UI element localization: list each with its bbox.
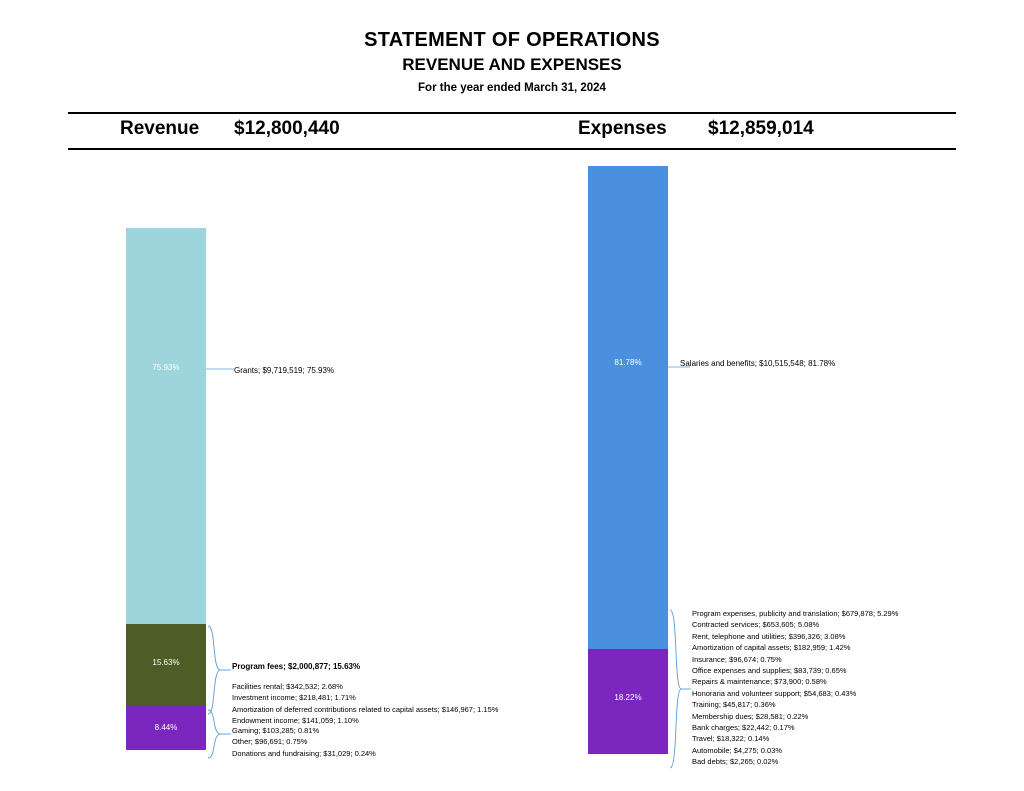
revenue-grants-percent: 75.93% (152, 363, 180, 372)
list-item: Rent, telephone and utilities; $396,326; 3.08% (692, 631, 846, 641)
expenses-salaries-percent: 81.78% (614, 358, 642, 367)
revenue-program-fees-label: Program fees; $2,000,877; 15.63% (232, 662, 361, 671)
revenue-program-fees-label-group (232, 661, 360, 672)
revenue-mid-label-group (232, 681, 498, 727)
list-item: Contracted services; $653,605; 5.08% (692, 620, 820, 630)
revenue-program-fees-brace (206, 624, 232, 716)
expenses-total: $12,859,014 (708, 118, 814, 139)
list-item: Bank charges; $22,442; 0.17% (692, 723, 795, 733)
revenue-total: $12,800,440 (234, 118, 340, 139)
list-item: Honoraria and volunteer support; $54,683; 0.43% (692, 688, 857, 698)
header-rule-bottom (68, 148, 956, 150)
list-item: Travel; $18,322; 0.14% (692, 734, 770, 744)
expenses-salaries-label: Salaries and benefits; $10,515,548; 81.78% (680, 359, 836, 368)
expenses-heading: Expenses (578, 118, 667, 139)
header-rule-top (68, 112, 956, 114)
revenue-grants-leader (206, 366, 236, 372)
expenses-label-group (692, 608, 898, 768)
revenue-grants-label: Grants; $9,719,519; 75.93% (234, 366, 335, 375)
list-item: Investment income; $218,481; 1.71% (232, 693, 356, 703)
list-item: Amortization of deferred contributions related to capital assets; $146,967; 1.15% (232, 704, 499, 714)
list-item: Bad debts; $2,265; 0.02% (692, 757, 779, 767)
list-item: Repairs & maintenance; $73,900; 0.58% (692, 677, 827, 687)
list-item: Office expenses and supplies; $83,739; 0.65% (692, 666, 847, 676)
list-item: Other; $96,691; 0.75% (232, 737, 308, 747)
list-item: Donations and fundraising; $31,029; 0.24% (232, 748, 376, 758)
revenue-bar (126, 228, 206, 750)
expenses-segment-salaries (588, 166, 668, 649)
revenue-segment-grants (126, 228, 206, 624)
list-item: Endowment income; $141,059; 1.10% (232, 716, 359, 726)
list-item: Program expenses, publicity and translation; $679,878; 5.29% (692, 609, 899, 618)
list-item: Gaming; $103,285; 0.81% (232, 726, 320, 735)
list-item: Amortization of capital assets; $182,959; 1.42% (692, 643, 851, 653)
expenses-other-percent: 18.22% (614, 693, 642, 702)
expenses-other-brace (668, 608, 692, 770)
list-item: Insurance; $96,674; 0.75% (692, 654, 782, 664)
expenses-segment-other (588, 649, 668, 754)
list-item: Facilities rental; $342,532; 2.68% (232, 682, 343, 691)
page-title: STATEMENT OF OPERATIONS (364, 29, 660, 51)
list-item: Automobile; $4,275; 0.03% (692, 745, 783, 755)
title-block (0, 28, 1024, 96)
expenses-bar (588, 166, 668, 754)
revenue-program-fees-percent: 15.63% (152, 658, 180, 667)
revenue-other-percent: 8.44% (154, 723, 178, 732)
revenue-other-brace (206, 708, 232, 760)
list-item: Membership dues; $28,581; 0.22% (692, 711, 809, 721)
list-item: Training; $45,817; 0.36% (692, 700, 776, 710)
revenue-segment-program-fees (126, 624, 206, 706)
page-subtitle: REVENUE AND EXPENSES (402, 55, 622, 74)
period-label: For the year ended March 31, 2024 (418, 82, 606, 94)
revenue-segment-other (126, 706, 206, 750)
revenue-low-label-group (232, 725, 376, 759)
revenue-heading: Revenue (120, 118, 200, 139)
